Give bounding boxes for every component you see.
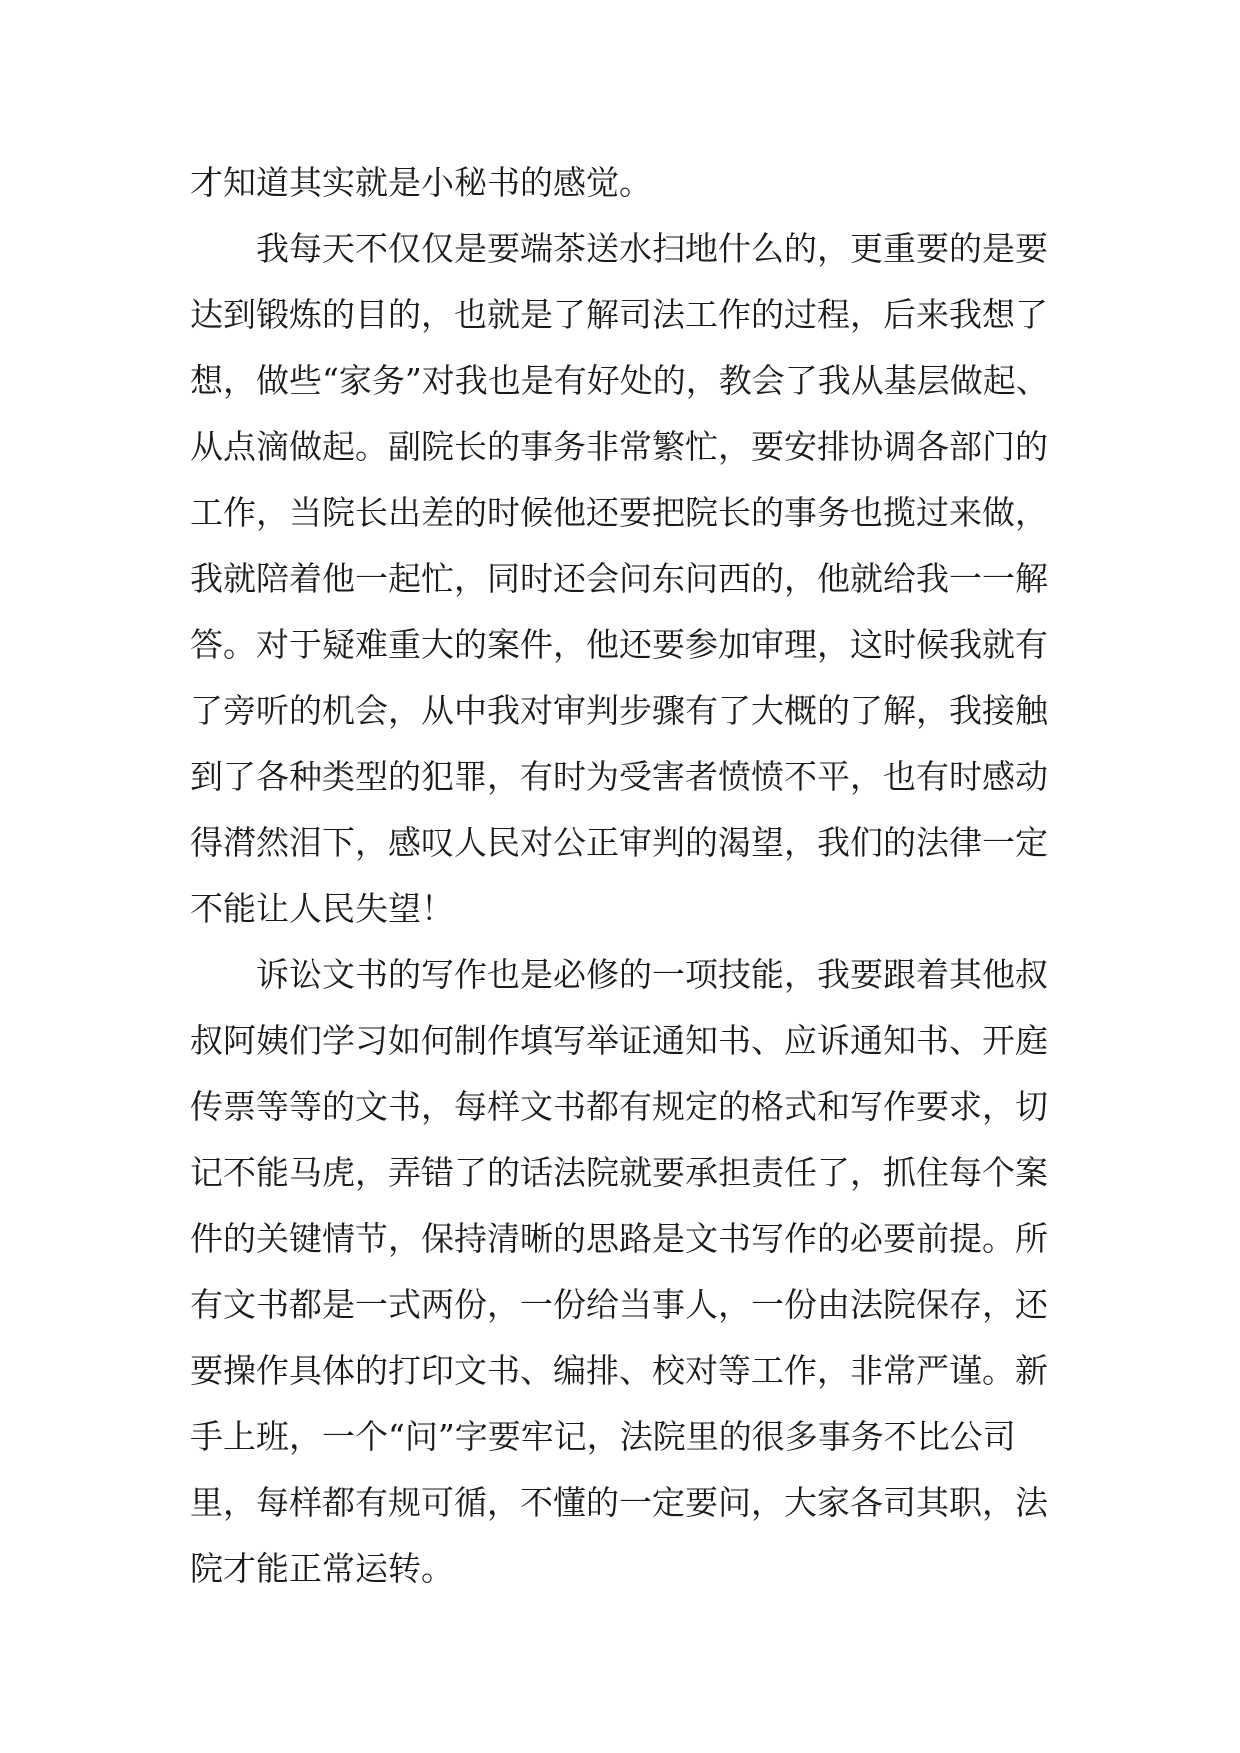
text-line: 答。对于疑难重大的案件，他还要参加审理，这时候我就有 (190, 625, 1048, 664)
text-line: 里，每样都有规可循，不懂的一定要问，大家各司其职，法 (190, 1483, 1048, 1522)
text-line: 了旁听的机会，从中我对审判步骤有了大概的了解，我接触 (190, 691, 1048, 730)
text-line: 工作，当院长出差的时候他还要把院长的事务也揽过来做， (190, 493, 1048, 532)
text-line: 有文书都是一式两份，一份给当事人，一份由法院保存，还 (190, 1285, 1048, 1324)
text-line: 传票等等的文书，每样文书都有规定的格式和写作要求，切 (190, 1087, 1048, 1126)
text-line: 才知道其实就是小秘书的感觉。 (190, 163, 652, 202)
text-line: 记不能马虎，弄错了的话法院就要承担责任了，抓住每个案 (190, 1153, 1048, 1192)
text-line: 从点滴做起。副院长的事务非常繁忙，要安排协调各部门的 (190, 427, 1048, 466)
text-line: 要操作具体的打印文书、编排、校对等工作，非常严谨。新 (190, 1351, 1048, 1390)
text-line: 到了各种类型的犯罪，有时为受害者愤愤不平，也有时感动 (190, 757, 1048, 796)
paragraph-3 (190, 942, 1070, 1602)
text-line: 不能让人民失望！ (190, 889, 454, 928)
text-line: 得潸然泪下，感叹人民对公正审判的渴望，我们的法律一定 (190, 823, 1048, 862)
text-line: 叔阿姨们学习如何制作填写举证通知书、应诉通知书、开庭 (190, 1021, 1048, 1060)
paragraph-2 (190, 216, 1070, 942)
text-line: 手上班，一个“问”字要牢记，法院里的很多事务不比公司 (190, 1417, 1016, 1456)
text-line: 件的关键情节，保持清晰的思路是文书写作的必要前提。所 (190, 1219, 1048, 1258)
text-line: 我就陪着他一起忙，同时还会问东问西的，他就给我一一解 (190, 559, 1048, 598)
text-line: 诉讼文书的写作也是必修的一项技能，我要跟着其他叔 (256, 955, 1048, 994)
text-line: 想，做些“家务”对我也是有好处的，教会了我从基层做起、 (190, 361, 1049, 400)
text-line: 达到锻炼的目的，也就是了解司法工作的过程，后来我想了 (190, 295, 1048, 334)
document-body (190, 150, 1070, 1602)
text-line: 我每天不仅仅是要端茶送水扫地什么的，更重要的是要 (256, 229, 1048, 268)
paragraph-1 (190, 150, 1070, 216)
text-line: 院才能正常运转。 (190, 1549, 454, 1588)
